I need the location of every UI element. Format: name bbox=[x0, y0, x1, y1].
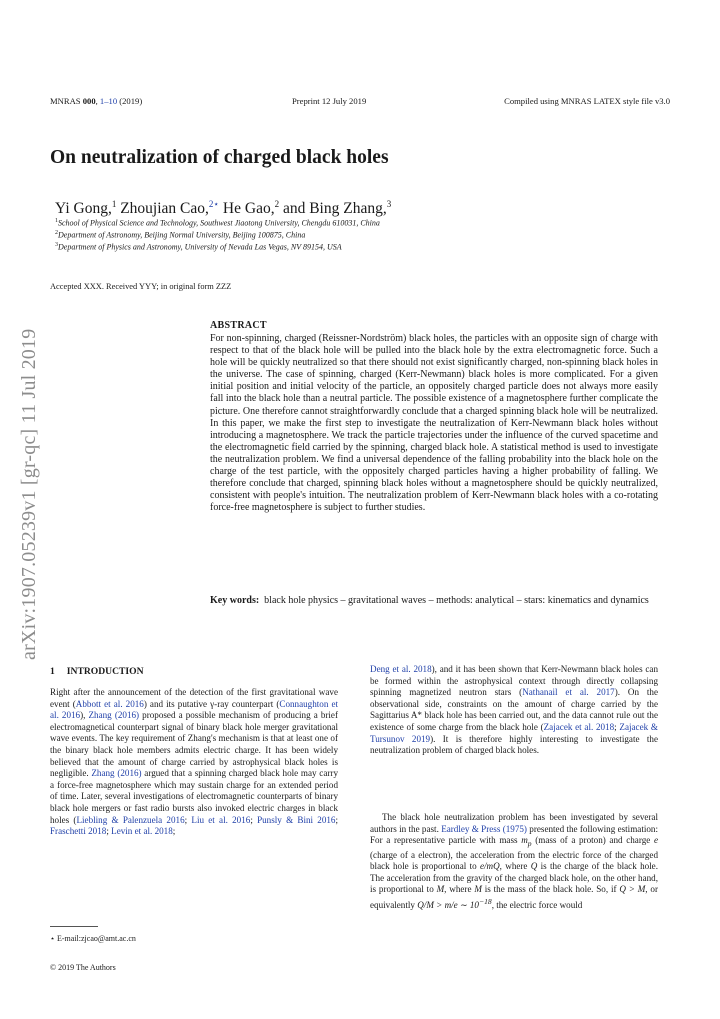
accepted-line: Accepted XXX. Received YYY; in original form ZZZ bbox=[50, 282, 232, 291]
math-fraction: e/m bbox=[479, 861, 494, 872]
abstract-text: For non-spinning, charged (Reissner-Nordström) black holes, the particles with an opposite sign of charge with respect to that of the black hole will be pulled into the black hole by the extra electromagnetic force. Such a hole will be quickly neutralized so that there should not exist significantly charged, non-spinning black holes in the universe. The case of spinning, charged (Kerr-Newmann) black holes is more complicated. For a given initial position and initial velocity of the particle, an oppositely charged particle does not always more easily fall into the black hole than a neutral particle. The possible existence of a magnetosphere further complicate the picture. One therefore cannot straightforwardly conclude that a charged spinning black hole will be neutralized. In this paper, we make the first step to investigate the neutralization of Kerr-Newmann black holes without introducing a magnetosphere. We track the particle trajectories under the influence of the curved spacetime and the electromagnetic field carried by the spinning, charged black hole. A statistical method is used to investigate the neutralization problem. We find a universal dependence of the falling probability into the black hole on the charge of the test particle, with the oppositely charged particles having a higher probability of falling. We therefore conclude that charged, spinning black holes without a magnetosphere should be quickly neutralized, consistent with people's intuition. The neutralization problem of Kerr-Newmann black holes with a co-rotating force-free magnetosphere is subject to further studies. bbox=[210, 333, 658, 514]
body-text: ; bbox=[184, 814, 192, 825]
citation-link[interactable]: Nathanail et al. 2017 bbox=[522, 687, 615, 698]
author-affiliation-mark: 1 bbox=[111, 199, 117, 209]
body-text: proposed a possible mechanism of producing a brief electromagnetical counterpart signal of binary black hole merger gravitational wave events. The key requirement of Zhang's mechanism is that at least one of the binary black hole members admits electric charge. It has been widely believed that the amount of charge carried by astrophysical black holes is negligible. bbox=[50, 710, 338, 779]
author-name: He Gao, bbox=[222, 200, 275, 218]
journal-year: (2019) bbox=[119, 96, 143, 106]
author-name: Yi Gong, bbox=[55, 200, 112, 218]
math-Q: Q bbox=[493, 861, 500, 872]
section-title: INTRODUCTION bbox=[66, 666, 144, 677]
affiliation-number: 2 bbox=[55, 230, 58, 236]
math-M: M bbox=[474, 884, 482, 895]
body-text: (charge of a electron), the acceleration from the electric force of the charged black hole is proportional to bbox=[370, 849, 658, 872]
body-text: (mass of a proton) and charge bbox=[531, 835, 654, 846]
math-e: e bbox=[653, 835, 658, 846]
running-header-compiled: Compiled using MNRAS LATEX style file v3.0 bbox=[504, 96, 670, 106]
citation-link[interactable]: Eardley & Press (1975) bbox=[441, 823, 527, 834]
affiliation bbox=[55, 218, 380, 228]
keywords-label: Key words: bbox=[210, 595, 260, 606]
section-number: 1 bbox=[50, 666, 55, 677]
affiliation-text: Department of Physics and Astronomy, University of Nevada Las Vegas, NV 89154, USA bbox=[58, 242, 342, 252]
body-text: ). It is therefore highly interesting to investigate the neutralization problem of charged black holes. bbox=[370, 733, 658, 756]
author-affiliation-mark: 2 bbox=[274, 199, 280, 209]
footnote-email: ⋆ E-mail:zjcao@amt.ac.cn bbox=[50, 934, 136, 943]
affiliation-number: 3 bbox=[55, 242, 58, 248]
intro-right-column-paragraph bbox=[370, 664, 658, 757]
body-text: argued that a spinning charged black hole may carry a force-free magnetosphere which may sustain charge for an extended period of time. Later, several investigations of electromagnetic counterparts of binary black hole mergers or fast radio bursts also invoked electric charges in black holes ( bbox=[50, 768, 338, 825]
footnote-divider bbox=[50, 926, 98, 927]
affiliation bbox=[55, 242, 342, 252]
math-subscript: p bbox=[527, 839, 532, 848]
running-header-journal: MNRAS 000, 1–10 (2019) bbox=[50, 96, 143, 106]
body-text: ) and its putative γ-ray counterpart ( bbox=[143, 698, 280, 709]
citation-link[interactable]: Zhang (2016) bbox=[88, 710, 140, 721]
citation-link[interactable]: Zajacek & Tursunov 2019 bbox=[370, 721, 658, 744]
author-affiliation-mark[interactable]: 2⋆ bbox=[208, 199, 220, 209]
body-text: The black hole neutralization problem has been investigated by several authors in the past. bbox=[370, 812, 658, 834]
math-inequality bbox=[417, 896, 492, 910]
arxiv-stamp: arXiv:1907.05239v1 [gr-qc] 11 Jul 2019 bbox=[18, 328, 40, 660]
body-text: Right after the announcement of the detection of the first gravitational wave event ( bbox=[50, 687, 338, 709]
body-text: presented the following estimation: For a representative particle with mass bbox=[370, 823, 658, 846]
journal-name: MNRAS bbox=[50, 96, 81, 106]
math-m: m bbox=[521, 835, 528, 846]
pages-link[interactable]: 1–10 bbox=[99, 96, 118, 106]
citation-link[interactable]: Connaughton et al. 2016 bbox=[50, 698, 339, 721]
intro-right-column-paragraph-2 bbox=[370, 812, 658, 912]
body-text: ), and it has been shown that Kerr-Newmann black holes can be formed within the astrophysical context through directly collapsing spinning magnetized neutron stars ( bbox=[370, 664, 659, 698]
body-text: , the electric force would bbox=[491, 900, 583, 910]
math-Q: Q bbox=[530, 861, 538, 872]
citation-link[interactable]: Liebling & Palenzuela 2016 bbox=[76, 814, 185, 825]
citation-link[interactable]: Levin et al. 2018 bbox=[111, 826, 173, 837]
paper-title: On neutralization of charged black holes bbox=[50, 147, 389, 168]
body-text: ; bbox=[614, 721, 620, 732]
affiliation-text: School of Physical Science and Technology, Southwest Jiaotong University, Chengdu 610031, China bbox=[58, 218, 380, 228]
citation-link[interactable]: Punsly & Bini 2016 bbox=[257, 814, 336, 825]
body-text: ), bbox=[80, 710, 89, 721]
math-expression: Q/M > m/e ∼ 10 bbox=[417, 900, 479, 910]
body-text: ; bbox=[250, 814, 258, 825]
citation-link[interactable]: Fraschetti 2018 bbox=[50, 826, 107, 837]
author-list bbox=[55, 199, 391, 218]
author-affiliation-mark: 3 bbox=[386, 199, 392, 209]
copyright-line: © 2019 The Authors bbox=[50, 963, 116, 972]
section-heading bbox=[50, 666, 144, 677]
body-text: ; bbox=[335, 814, 338, 825]
citation-link[interactable]: Zhang (2016) bbox=[91, 768, 142, 779]
body-text: , or equivalently bbox=[370, 884, 658, 910]
math-symbol bbox=[521, 835, 532, 848]
citation-link[interactable]: Abbott et al. 2016 bbox=[75, 698, 144, 709]
journal-volume: 000 bbox=[82, 96, 96, 106]
body-text: ; bbox=[172, 826, 176, 837]
math-M: M bbox=[436, 884, 445, 895]
abstract-heading: ABSTRACT bbox=[210, 320, 267, 331]
body-text: , where bbox=[499, 861, 531, 872]
running-header-preprint: Preprint 12 July 2019 bbox=[292, 96, 367, 106]
body-text: ). On the observational side, constraints on the amount of charge carried by the Sagittarius A* black hole has been carried out, and the data cannot rule out the existence of some charge from the black hole ( bbox=[370, 687, 658, 732]
keywords-text: black hole physics – gravitational waves – methods: analytical – stars: kinematics and dynamics bbox=[264, 595, 649, 606]
body-text: , where bbox=[444, 884, 475, 895]
body-text: is the mass of the black hole. So, if bbox=[481, 884, 620, 895]
body-text: ; bbox=[106, 826, 112, 837]
author-name: and Bing Zhang, bbox=[282, 200, 387, 218]
math-exponent: −18 bbox=[478, 896, 492, 906]
citation-link[interactable]: Zajacek et al. 2018 bbox=[543, 721, 615, 732]
keywords bbox=[210, 595, 658, 607]
author-name: Zhoujian Cao, bbox=[120, 200, 209, 218]
affiliation-text: Department of Astronomy, Beijing Normal University, Beijing 100875, China bbox=[58, 230, 306, 240]
math-inequality: Q > M bbox=[619, 884, 646, 895]
intro-left-column bbox=[50, 687, 338, 838]
citation-link[interactable]: Deng et al. 2018 bbox=[370, 664, 432, 674]
affiliation bbox=[55, 230, 305, 240]
citation-link[interactable]: Liu et al. 2016 bbox=[191, 814, 251, 825]
body-text: is the charge of the black hole. The acceleration from the gravity of the charged black hole, on the other hand, is proportional to bbox=[370, 861, 658, 895]
affiliation-number: 1 bbox=[55, 218, 58, 224]
